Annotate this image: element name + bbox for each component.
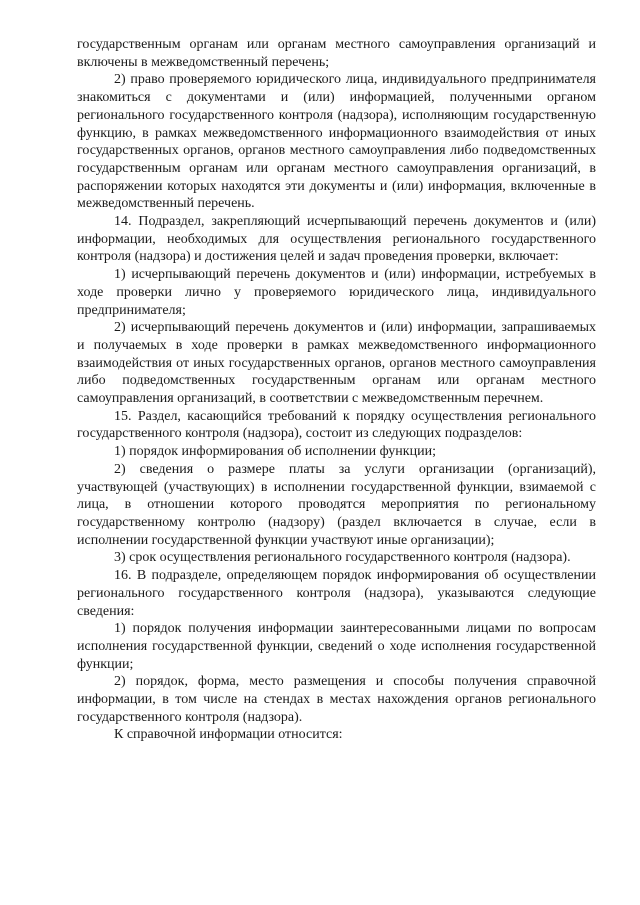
paragraph-16-item-1: 1) порядок получения информации заинтересованными лицами по вопросам исполнения государственной функции, сведений о ходе исполнения государственной функции; <box>77 621 596 672</box>
paragraph-16-item-2: 2) порядок, форма, место размещения и способы получения справочной информации, в том числе на стендах в местах нахождения органов регионального государственного контроля (надзора). <box>77 674 596 725</box>
paragraph-continuation: государственным органам или органам местного самоуправления организаций и включены в межведомственный перечень; <box>77 37 596 70</box>
paragraph-section-14: 14. Подраздел, закрепляющий исчерпывающий перечень документов и (или) информации, необходимых для осуществления регионального государственного контроля (надзора) и достижения целей и задач проведения проверки, включает: <box>77 214 596 265</box>
paragraph-15-item-3: 3) срок осуществления регионального государственного контроля (надзора). <box>114 550 571 566</box>
paragraph-14-item-2: 2) исчерпывающий перечень документов и (или) информации, запрашиваемых и получаемых в ходе проверки в рамках межведомственного информационного взаимодействия от иных государственных органов, органов местного самоуправления либо подведомственных государственным органам или органам местного самоуправления организаций, в соответствии с межведомственным перечнем. <box>77 320 596 407</box>
paragraph-section-15: 15. Раздел, касающийся требований к порядку осуществления регионального государственного контроля (надзора), состоит из следующих подразделов: <box>77 408 596 442</box>
paragraph-14-item-1: 1) исчерпывающий перечень документов и (или) информации, истребуемых в ходе проверки лично у проверяемого юридического лица, индивидуального предпринимателя; <box>77 267 596 318</box>
paragraph-reference-info: К справочной информации относится: <box>114 727 343 743</box>
paragraph-15-item-2: 2) сведения о размере платы за услуги организации (организаций), участвующей (участвующих) в исполнении государственной функции, взимаемой с лица, в отношении которого проводятся мероприятия по региональному государственному контролю (надзору) (раздел включается в случае, если в исполнении государственной функции участвуют иные организации); <box>77 461 596 548</box>
paragraph-item-2-right: 2) право проверяемого юридического лица, индивидуального предпринимателя знакомиться с документами и (или) информацией, полученными органом регионального государственного контроля (надзора), исполняющим государственную функцию, в рамках межведомственного информационного взаимодействия от иных государственных органов, органов местного самоуправления либо подведомственных государственным органам или органам местного самоуправления организаций, в распоряжении которых находятся эти документы и (или) информация, включенные в межведомственный перечень. <box>77 72 596 212</box>
paragraph-15-item-1: 1) порядок информирования об исполнении функции; <box>114 444 436 460</box>
paragraph-section-16: 16. В подразделе, определяющем порядок информирования об осуществлении регионального государственного контроля (надзора), указываются следующие сведения: <box>77 568 596 619</box>
